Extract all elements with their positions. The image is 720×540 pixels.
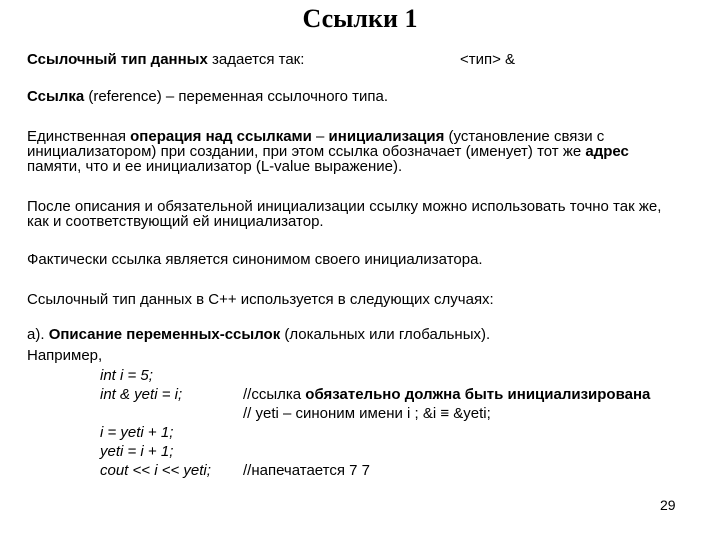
case-a-rest: (локальных или глобальных). bbox=[280, 326, 491, 343]
code-comment-6: //напечатается 7 7 bbox=[243, 462, 370, 479]
slide-title: Ссылки 1 bbox=[302, 4, 418, 33]
definition-rest: (reference) – переменная ссылочного типа. bbox=[84, 88, 389, 105]
code-line-5: yeti = i + 1; bbox=[100, 443, 174, 460]
code-comment-2a: //ссылка bbox=[243, 386, 306, 403]
intro-syntax: <тип> & bbox=[460, 51, 516, 68]
code-comment-2 bbox=[243, 387, 650, 402]
operation-text-a: Единственная bbox=[27, 128, 131, 145]
operation-bold-d: инициализация bbox=[328, 128, 445, 145]
intro-label: Ссылочный тип данных bbox=[27, 51, 208, 68]
operation-line-2 bbox=[27, 144, 629, 159]
operation-text-e: (установление связи с bbox=[444, 128, 605, 145]
operation-line-3: памяти, что и ее инициализатор (L-value выражение). bbox=[27, 158, 403, 175]
usage-line: Ссылочный тип данных в С++ используется в следующих случаях: bbox=[27, 291, 494, 308]
code-line-2: int & yeti = i; bbox=[100, 386, 183, 403]
intro-text: задается так: bbox=[207, 51, 305, 68]
definition-term: Ссылка bbox=[27, 88, 85, 105]
after-line-1: После описания и обязательной инициализации ссылку можно использовать точно так же, bbox=[27, 198, 662, 215]
operation-bold-b: операция над ссылками bbox=[130, 128, 312, 145]
operation-line-1 bbox=[27, 129, 604, 144]
page-number: 29 bbox=[660, 497, 676, 513]
intro-line bbox=[27, 52, 304, 67]
operation-bold-2b: адрес bbox=[585, 143, 629, 160]
after-line-2: как и соответствующий ей инициализатор. bbox=[27, 213, 324, 230]
operation-text-2a: инициализатором) при создании, при этом ссылка обозначает (именует) тот же bbox=[27, 143, 586, 160]
code-line-6: cout << i << yeti; bbox=[100, 462, 211, 479]
case-a-label: а). bbox=[27, 326, 49, 343]
synonym-line: Фактически ссылка является синонимом своего инициализатора. bbox=[27, 251, 483, 268]
case-a-bold: Описание переменных-ссылок bbox=[48, 326, 281, 343]
example-label: Например, bbox=[27, 347, 103, 364]
code-comment-3: // yeti – синоним имени i ; &i ≡ &yeti; bbox=[243, 405, 491, 422]
code-line-4: i = yeti + 1; bbox=[100, 424, 174, 441]
code-line-1: int i = 5; bbox=[100, 367, 153, 384]
case-a-line bbox=[27, 327, 490, 342]
operation-text-c: – bbox=[311, 128, 329, 145]
definition-line bbox=[27, 89, 388, 104]
code-comment-2b: обязательно должна быть инициализирована bbox=[305, 386, 651, 403]
